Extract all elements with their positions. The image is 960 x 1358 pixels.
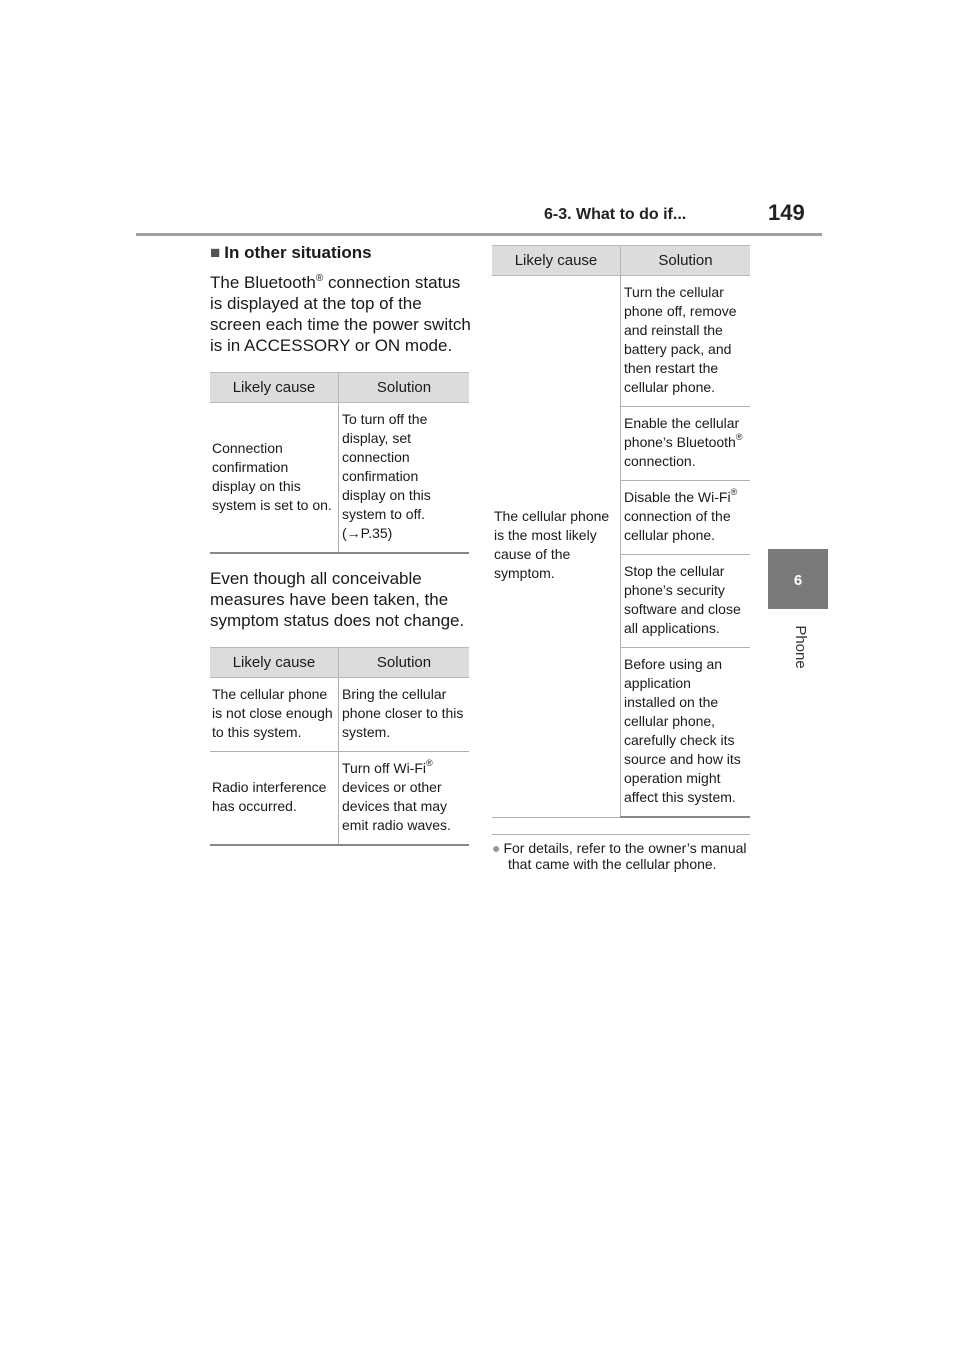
table-row bbox=[210, 678, 469, 752]
solution-cell: Turn off Wi-Fi® devices or other devices that may emit radio waves. bbox=[339, 752, 470, 846]
left-column bbox=[210, 240, 472, 860]
cause-cell: Radio interference has occurred. bbox=[210, 752, 339, 846]
table-header-cause: Likely cause bbox=[492, 246, 621, 276]
cause-cell: Connection confirmation display on this system is set to on. bbox=[210, 403, 339, 554]
table-row bbox=[492, 276, 750, 407]
paragraph-measures: Even though all conceivable measures have been taken, the symptom status does not change. bbox=[210, 569, 465, 630]
note-text: For details, refer to the owner’s manual that came with the cellular phone. bbox=[503, 840, 747, 872]
table-header-cause: Likely cause bbox=[210, 373, 339, 403]
table-header-cause: Likely cause bbox=[210, 648, 339, 678]
solution-cell: To turn off the display, set connection confirmation display on this system to off. (→P.35) bbox=[339, 403, 470, 554]
solution-cell: Disable the Wi-Fi® connection of the cellular phone. bbox=[621, 481, 751, 555]
table-row bbox=[210, 403, 469, 554]
right-column bbox=[492, 245, 750, 872]
note-divider bbox=[492, 834, 750, 835]
table-distance-interference bbox=[210, 647, 469, 846]
solution-cell: Before using an application installed on the cellular phone, carefully check its source and how its operation might affect this system. bbox=[621, 648, 751, 818]
table-phone-cause bbox=[492, 245, 750, 818]
square-bullet-icon: ■ bbox=[210, 243, 221, 262]
section-title: 6-3. What to do if... bbox=[544, 206, 687, 223]
registered-mark: ® bbox=[735, 432, 743, 442]
section-heading-text: In other situations bbox=[224, 243, 372, 262]
cause-cell: The cellular phone is the most likely cause of the symptom. bbox=[492, 276, 621, 818]
section-heading bbox=[210, 240, 472, 266]
circle-bullet-icon: ● bbox=[492, 840, 501, 856]
solution-cell: Bring the cellular phone closer to this system. bbox=[339, 678, 470, 752]
registered-mark: ® bbox=[315, 273, 324, 284]
solution-cell: Turn the cellular phone off, remove and reinstall the battery pack, and then restart the cellular phone. bbox=[621, 276, 751, 407]
chapter-label: Phone bbox=[792, 625, 809, 669]
chapter-number: 6 bbox=[793, 572, 803, 589]
table-connection-display bbox=[210, 372, 469, 554]
table-header-solution: Solution bbox=[339, 373, 470, 403]
solution-cell: Enable the cellular phone’s Bluetooth® connection. bbox=[621, 407, 751, 481]
header-rule bbox=[136, 233, 822, 236]
page-number: 149 bbox=[768, 200, 805, 225]
table-header-solution: Solution bbox=[621, 246, 751, 276]
solution-cell: Stop the cellular phone’s security software and close all applications. bbox=[621, 555, 751, 648]
registered-mark: ® bbox=[730, 487, 738, 497]
note bbox=[492, 840, 750, 872]
table-row bbox=[210, 752, 469, 846]
registered-mark: ® bbox=[426, 758, 433, 768]
cause-cell: The cellular phone is not close enough to this system. bbox=[210, 678, 339, 752]
table-header-solution: Solution bbox=[339, 648, 470, 678]
intro-paragraph: The Bluetooth® connection status is displayed at the top of the screen each time the power switch is in ACCESSORY or ON mode. bbox=[210, 273, 471, 355]
